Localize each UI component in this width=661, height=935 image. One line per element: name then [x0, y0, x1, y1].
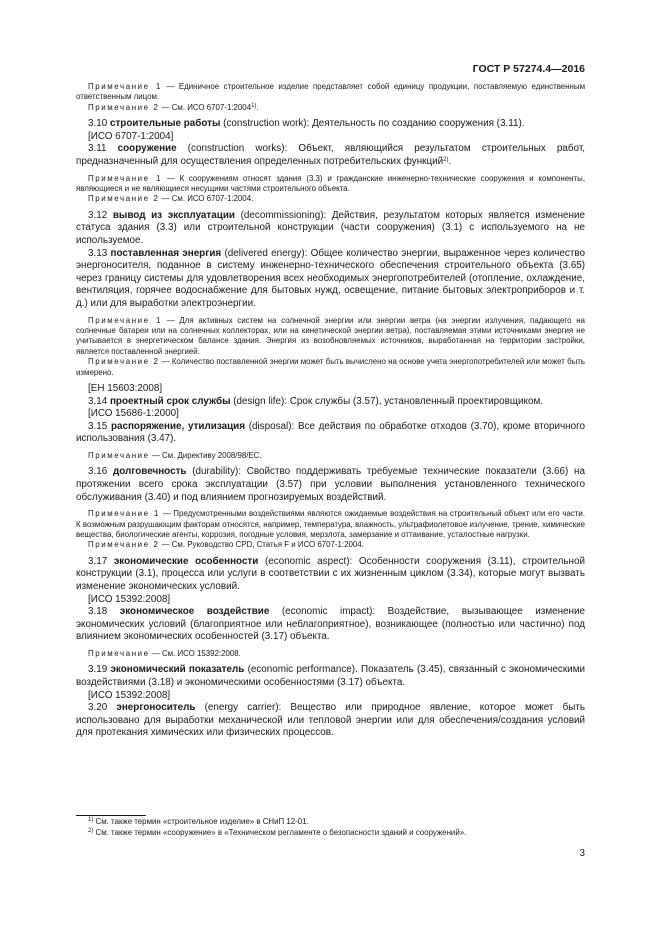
term: вывод из эксплуатации: [112, 209, 235, 221]
note: Примечание 1 — К сооружениям относят здания (3.3) и гражданские инженерно-технические сооружения и компоненты, являющиеся и не являющиеся несущими частями строительного объекта.: [76, 173, 586, 193]
term-entry: 3.15 распоряжение, утилизация (disposal): Все действия по обработке отходов (3.70), кроме вторичного использования (3.47).: [76, 420, 586, 445]
page-content: [76, 82, 585, 740]
term: поставленная энергия: [110, 247, 222, 259]
note: Примечание 2 — Количество поставленной энергии может быть вычислено на основе учета энергопотребителей или может быть измерено.: [76, 357, 585, 377]
footnote-item: $^{2)}$ См. также термин «сооружение» в «Техническом регламенте о безопасности зданий и сооружений».: [88, 827, 467, 837]
term: распоряжение, утилизация: [110, 420, 245, 432]
footnote-ref[interactable]: 2): [443, 157, 449, 163]
term-entry: 3.17 экономические особенности (economic aspect): Особенности сооружения (3.11), строительной конструкции (3.1), процесса или услуги в соответствии с их жизненным циклом (3.34), которые могут вызвать изменение экономических условий.: [76, 555, 585, 592]
footnote-item: $^{1)}$ См. также термин «строительное изделие» в СНиП 12-01.: [88, 817, 309, 826]
page-number: 3: [579, 848, 585, 859]
term: энергоноситель: [116, 702, 196, 714]
term: строительные работы: [109, 118, 221, 130]
document-code: ГОСТ Р 57274.4—2016: [472, 63, 585, 75]
note: Примечание 1 — Для активных систем на солнечной энергии или энергии ветра (на энергии излучения, падающего на солнечные батареи или на солнечных коллекторах, или на кинетической энергии ветра), поставляемая этими источниками энергия не учитывается в энергетическом балансе здания. Энергия из возобновляемых источников, выработанная на территории застройки, является поставленной энергией.: [76, 315, 586, 356]
term-entry: 3.12 вывод из эксплуатации (decommissioning): Действия, результатом которых является изменение статуса здания (3.3) или строительной конструкции (части сооружения) (3.1) с используемого на не используемое.: [76, 209, 586, 246]
term-entry: 3.18 экономическое воздействие (economic impact): Воздействие, вызывающее изменение экономических условий (благоприятное или неблагоприятное), возникающее (полностью или частично) под влиянием экономических особенностей (3.17) объекта.: [76, 606, 586, 643]
source-reference: [ИСО 15392:2008]: [88, 593, 171, 605]
footnote-ref[interactable]: 1): [251, 102, 257, 109]
term-entry: 3.16 долговечность (durability): Свойство поддерживать требуемые технические показатели (3.66) на протяжении всего срока эксплуатации (3.57) при условии выполнения установленного технического обслуживания (3.40) и под влиянием прогнозируемых воздействий.: [76, 466, 585, 503]
term-entry: 3.11 сооружение (construction works): Объект, являющийся результатом строительных работ, предназначенный для осуществления определенных потребительских функций$^{2)}$.: [76, 143, 585, 167]
note: Примечание 2 — См. ИСО 6707-1:2004.: [88, 194, 254, 204]
term-entry: 3.13 поставленная энергия (delivered energy): Общее количество энергии, выраженное через количество энергоносителя, поданное в систему инженерно-технического обеспечения строительного объекта (3.65) через границу системы для удовлетворения всех необходимых энергопотребителей (отопление, охлаждение, вентиляция, горячее водоснабжение для бытовых нужд, освещение, питание бытовых электроприборов и т. д.) или для выработки электроэнергии.: [76, 247, 586, 309]
footnotes: [88, 817, 585, 839]
footnote-mark: 1): [88, 817, 94, 823]
note: Примечание 1 — Единичное строительное изделие представляет собой единицу продукции, поставляемую единственным ответственным лицом.: [76, 82, 586, 102]
note: Примечание — См. ИСО 15392:2008.: [88, 648, 241, 658]
term: экономическое воздействие: [119, 606, 270, 618]
source-reference: [ИСО 15392:2008]: [88, 689, 171, 701]
term-entry: 3.14 проектный срок службы (design life): Срок службы (3.57), установленный проектировщиком.: [88, 395, 543, 407]
term-entry: 3.20 энергоноситель (energy carrier): Вещество или природное явление, которое может быть использовано для выработки механической или тепловой энергии или для обеспечения/создания условий для протекания химических или физических процессов.: [76, 702, 585, 739]
note: Примечание 1 — Предусмотренными воздействиями являются ожидаемые воздействия на строительный объект или его части. К возможным разрушающим факторам относятся, например, температура, влажность, ультрафиолетовое излучение, трение, химические вещества, биологические агенты, коррозия, погодные условия, мерзлота, замерзание и оттаивание, усталостные нагрузки.: [76, 509, 586, 539]
term: долговечность: [112, 466, 187, 478]
source-reference: [ЕН 15603:2008]: [88, 383, 163, 394]
term: сооружение: [117, 143, 177, 155]
source-reference: [ИСО 6707-1:2004]: [88, 130, 174, 142]
note: Примечание — См. Директиву 2008/98/ЕС.: [88, 450, 262, 460]
term-entry: 3.10 строительные работы (construction work): Деятельность по созданию сооружения (3.11).: [88, 118, 525, 130]
note: Примечание 2 — См. Руководство CPD, Статья F и ИСО 6707-1:2004.: [88, 540, 364, 550]
term: экономические особенности: [113, 555, 259, 567]
source-reference: [ИСО 15686-1:2000]: [88, 408, 179, 420]
term: проектный срок службы: [109, 395, 231, 407]
footnote-mark: 2): [88, 827, 94, 834]
note: Примечание 2 — См. ИСО 6707-1:2004$^{1)}$.: [88, 102, 259, 112]
footnote-divider: [76, 815, 146, 816]
term-entry: 3.19 экономический показатель (economic performance). Показатель (3.45), связанный с экономическими воздействиями (3.18) и экономическими особенностями (3.17) объекта.: [76, 664, 586, 688]
term: экономический показатель: [110, 664, 245, 676]
